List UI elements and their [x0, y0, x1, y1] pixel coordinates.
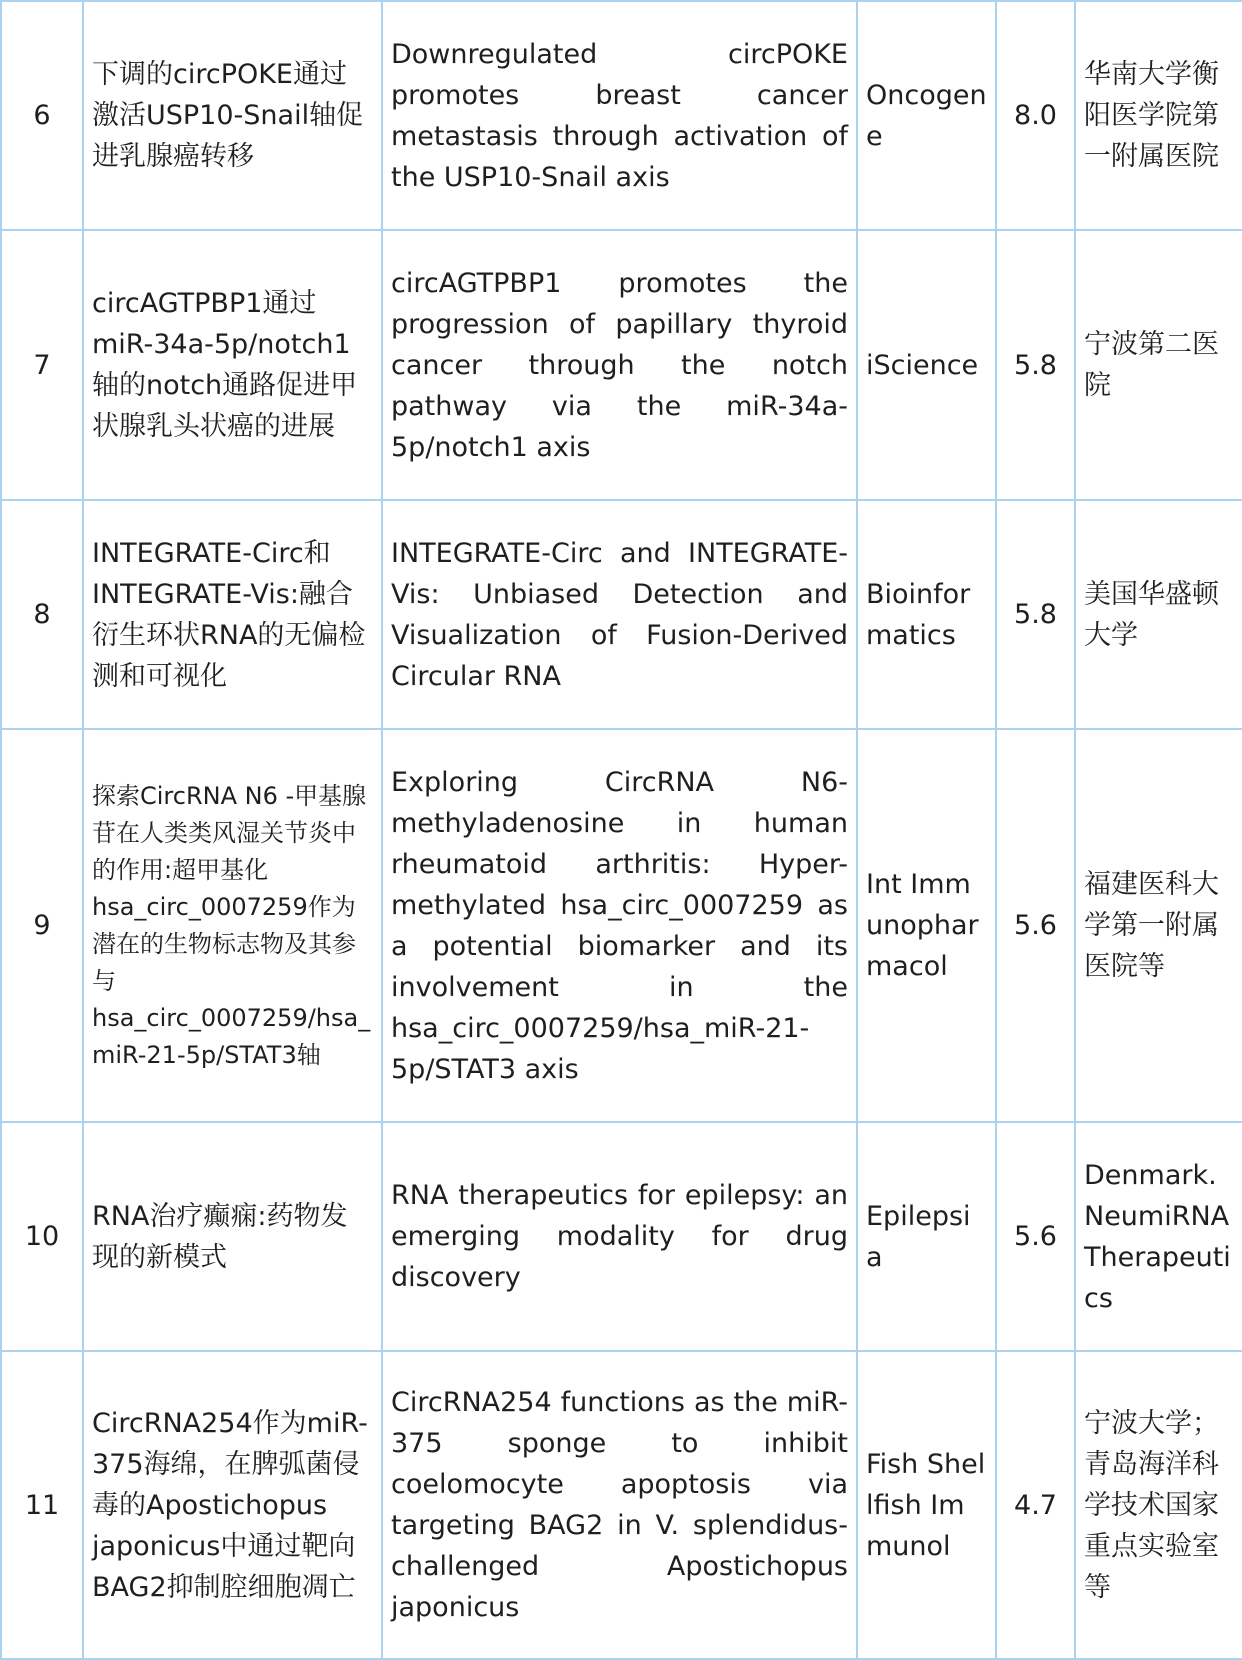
journal-name: Oncogene [857, 1, 996, 230]
english-title: CircRNA254 functions as the miR-375 sponge to inhibit coelomocyte apoptosis via targeting BAG2 in V. splendidus-challenged Apostichopus japonicus [382, 1351, 857, 1659]
journal-name: Int Immunopharmacol [857, 729, 996, 1122]
chinese-title: RNA治疗癫痫:药物发现的新模式 [83, 1122, 382, 1351]
journal-name: Fish Shellfish Immunol [857, 1351, 996, 1659]
chinese-title: CircRNA254作为miR-375海绵，在脾弧菌侵毒的Apostichopus japonicus中通过靶向BAG2抑制腔细胞凋亡 [83, 1351, 382, 1659]
english-title: RNA therapeutics for epilepsy: an emerging modality for drug discovery [382, 1122, 857, 1351]
chinese-title: INTEGRATE-Circ和INTEGRATE-Vis:融合衍生环状RNA的无偏检测和可视化 [83, 500, 382, 729]
institution: 福建医科大学第一附属医院等 [1075, 729, 1242, 1122]
chinese-title: 探索CircRNA N6 -甲基腺苷在人类类风湿关节炎中的作用:超甲基化hsa_circ_0007259作为潜在的生物标志物及其参与hsa_circ_0007259/hsa_miR-21-5p/STAT3轴 [83, 729, 382, 1122]
impact-factor: 5.6 [996, 1122, 1075, 1351]
english-title: Downregulated circPOKE promotes breast cancer metastasis through activation of the USP10-Snail axis [382, 1, 857, 230]
table-row [1, 230, 1242, 500]
row-index: 8 [1, 500, 83, 729]
impact-factor: 5.8 [996, 500, 1075, 729]
institution: 华南大学衡阳医学院第一附属医院 [1075, 1, 1242, 230]
impact-factor: 4.7 [996, 1351, 1075, 1659]
table-row [1, 500, 1242, 729]
english-title: circAGTPBP1 promotes the progression of papillary thyroid cancer through the notch pathway via the miR-34a-5p/notch1 axis [382, 230, 857, 500]
table-row [1, 1351, 1242, 1659]
english-title: INTEGRATE-Circ and INTEGRATE-Vis: Unbiased Detection and Visualization of Fusion-Derived Circular RNA [382, 500, 857, 729]
institution: Denmark. NeumiRNA Therapeutics [1075, 1122, 1242, 1351]
impact-factor: 8.0 [996, 1, 1075, 230]
row-index: 11 [1, 1351, 83, 1659]
journal-name: iScience [857, 230, 996, 500]
english-title: Exploring CircRNA N6-methyladenosine in human rheumatoid arthritis: Hyper-methylated hsa_circ_0007259 as a potential biomarker and its involvement in the hsa_circ_0007259/hsa_miR-21-5p/STAT3 axis [382, 729, 857, 1122]
chinese-title: 下调的circPOKE通过激活USP10-Snail轴促进乳腺癌转移 [83, 1, 382, 230]
table-row [1, 1122, 1242, 1351]
institution: 宁波大学；青岛海洋科学技术国家重点实验室等 [1075, 1351, 1242, 1659]
row-index: 7 [1, 230, 83, 500]
impact-factor: 5.6 [996, 729, 1075, 1122]
institution: 美国华盛顿大学 [1075, 500, 1242, 729]
row-index: 9 [1, 729, 83, 1122]
chinese-title: circAGTPBP1通过miR-34a-5p/notch1轴的notch通路促进甲状腺乳头状癌的进展 [83, 230, 382, 500]
table-row [1, 729, 1242, 1122]
table-row [1, 1, 1242, 230]
journal-name: Bioinformatics [857, 500, 996, 729]
institution: 宁波第二医院 [1075, 230, 1242, 500]
impact-factor: 5.8 [996, 230, 1075, 500]
journal-name: Epilepsia [857, 1122, 996, 1351]
row-index: 6 [1, 1, 83, 230]
row-index: 10 [1, 1122, 83, 1351]
